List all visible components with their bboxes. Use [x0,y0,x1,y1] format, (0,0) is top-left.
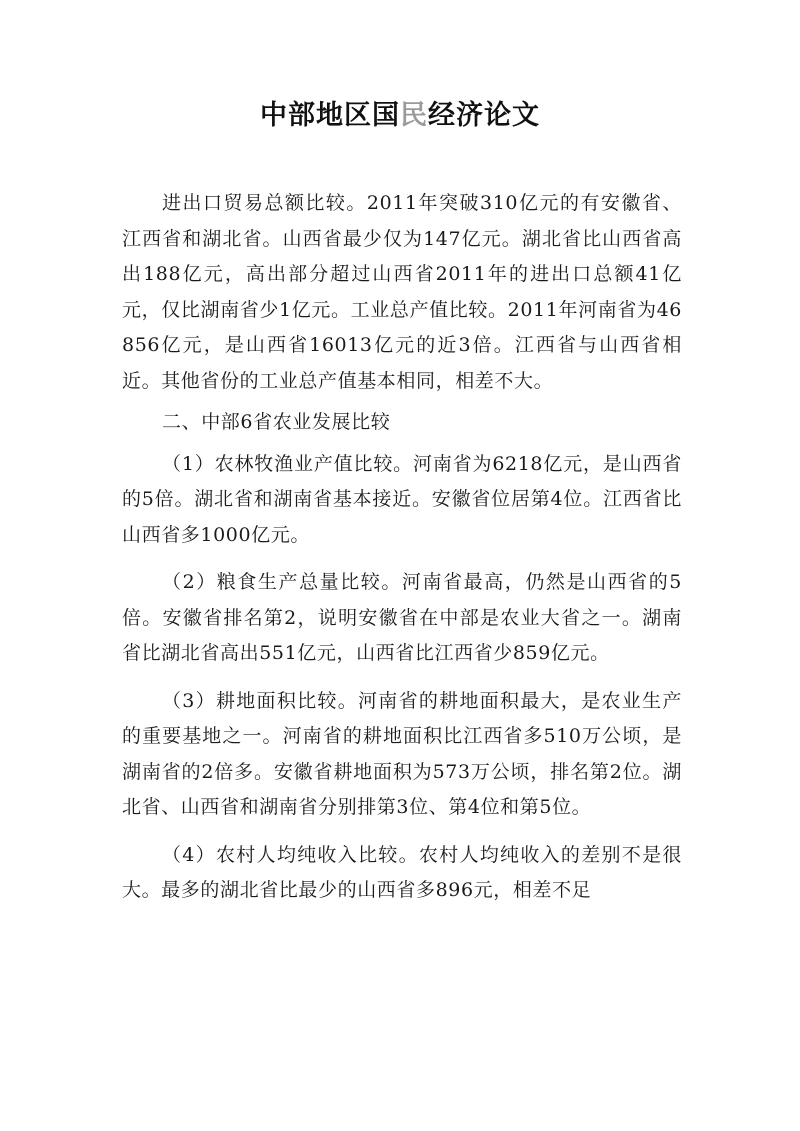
paragraph-rural-income: （4）农村人均纯收入比较。农村人均纯收入的差别不是很大。最多的湖北省比最少的山西省多896元，相差不足 [122,843,682,901]
paragraph-grain-output: （2）粮食生产总量比较。河南省最高，仍然是山西省的5倍。安徽省排名第2，说明安徽省在中部是农业大省之一。湖南省比湖北省高出551亿元，山西省比江西省少859亿元。 [122,571,682,664]
title-part-1: 中部地区国 [260,100,400,131]
paragraph-agri-output: （1）农林牧渔业产值比较。河南省为6218亿元，是山西省的5倍。湖北省和湖南省基本接近。安徽省位居第4位。江西省比山西省多1000亿元。 [122,452,682,546]
paragraph-arable-land: （3）耕地面积比较。河南省的耕地面积最大，是农业生产的重要基地之一。河南省的耕地面积比江西省多510万公顷，是湖南省的2倍多。安徽省耕地面积为573万公顷，排名第2位。湖北省、山西省和湖南省分别排第3位、第4位和第5位。 [122,689,682,818]
section-heading-agriculture: 二、中部6省农业发展比较 [162,411,391,433]
title-part-2: 经济论文 [428,100,540,131]
page-title [0,96,800,136]
paragraph-trade-industry: 进出口贸易总额比较。2011年突破310亿元的有安徽省、江西省和湖北省。山西省最少仅为147亿元。湖北省比山西省高出188亿元，高出部分超过山西省2011年的进出口总额41亿元，仅比湖南省少1亿元。工业总产值比较。2011年河南省为46856亿元，是山西省16013亿元的近3倍。江西省与山西省相近。其他省份的工业总产值基本相同，相差不大。 [122,192,682,392]
document-body [122,186,682,921]
title-accent-char: 民 [400,100,428,131]
